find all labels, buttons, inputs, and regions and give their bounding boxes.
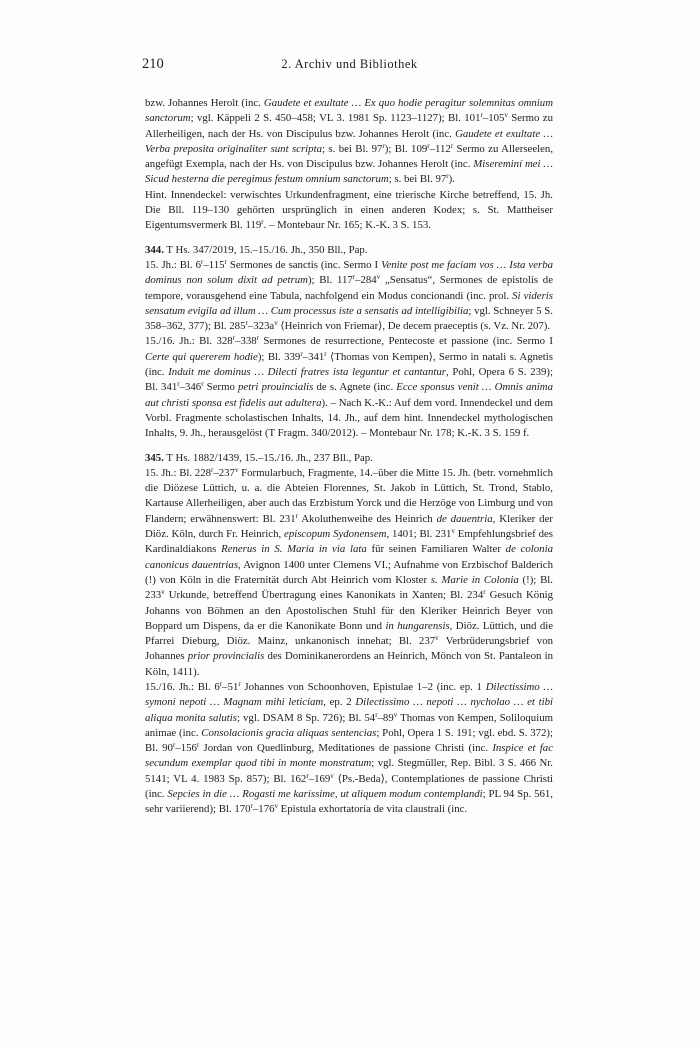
entry-heading bbox=[145, 243, 553, 258]
entry-shelfmark: T Hs. 1882/1439, 15.–15./16. Jh., 237 Bll., Pap. bbox=[166, 451, 373, 464]
catalog-entry-345 bbox=[145, 451, 553, 818]
catalog-entry-344 bbox=[145, 243, 553, 442]
intro-paragraph-1: bzw. Johannes Herolt (inc. Gaudete et exultate … Ex quo hodie peragitur solemnitas omnium sanctorum; vgl. Käppeli 2 S. 450–458; VL 3. 1981 Sp. 1123–1127); Bl. 101$^r$–105$^v$ Sermo zu Allerheiligen, nach der Hs. von Discipulus bzw. Johannes Herolt (inc. Gaudete et exultate … Verba preposita originaliter sunt scripta; s. bei Bl. 97$^r$); Bl. 109$^r$–112$^r$ Sermo zu Allerseelen, angefügt Exempla, nach der Hs. von Discipulus bzw. Johannes Herolt (inc. Misereminí mei … Sicud hesterna die peregimus festum omnium sanctorum; s. bei Bl. 97$^r$). bbox=[145, 97, 554, 186]
entry-paragraph: 15./16. Jh.: Bl. 328$^r$–338$^r$ Sermones de resurrectione, Pentecoste et passione (inc. Sermo I Certe qui quererет hodie); Bl. 339$^r$–341$^r$ ⟨Thomas von Kempen⟩, Sermo in natali s. Agnetis (inc. Induit me dominus … Dilecti fratres ista leguntur et cantantur, Pohl, Opera 6 S. 239); Bl. 341$^r$–346$^r$ Sermo petri prouincialis de s. Agnete (inc. Ecce sponsus venit … Omnis anima aut christi sponsa est fidelis aut adultera). – Nach K.-K.: Auf dem vord. Innendeckel und dem Vorbl. Fragmente scholastischen Inhalts, 14. Jh., auf dem hint. Innendeckel mythologischen Inhalts, 9. Jh., herausgelöst (T Fragm. 340/2012). – Montebaur Nr. 178; K.-K. 3 S. 159 f. bbox=[145, 334, 554, 440]
entry-number: 344. bbox=[145, 243, 164, 256]
page-number: 210 bbox=[142, 56, 164, 72]
entry-shelfmark: T Hs. 347/2019, 15.–15./16. Jh., 350 Bll., Pap. bbox=[166, 243, 368, 256]
intro-paragraph-2: Hint. Innendeckel: verwischtes Urkundenfragment, eine trierische Kirche betreffend, 15. Jh. Die Bll. 119–130 gehörten ursprünglich in einen anderen Kodex; s. St. Mattheiser Eigentumsvermerk Bl. 119$^r$. – Montebaur Nr. 165; K.-K. 3 S. 153. bbox=[145, 188, 553, 232]
entry-paragraph: 15. Jh.: Bl. 228$^r$–237$^v$ Formularbuch, Fragmente, 14.–über die Mitte 15. Jh. (betr. vornehmlich die Diözese Lüttich, u. a. die Abteien Florennes, St. Jakob in Lüttich, St. Trond, Stablo, Kartause Allerheiligen, aber auch das Erzbistum Yorck und die Herzöge von Limburg und von Flandern; erwähnenswert: Bl. 231$^r$ Akoluthenweihe des Heinrich de dauentria, Kleriker der Diöz. Köln, durch Fr. Heinrich, episcopum Sydonensem, 1401; Bl. 231$^v$ Empfehlungsbrief des Kardinaldiakons Renerus in S. Maria in via lata für seinen Familiaren Walter de colonia canonicus dauentrias, Avignon 1400 unter Clemens VI.; Aufnahme von Erzbischof Balderich (!) von Köln in die Fraternität durch Abt Heinrich vom Kloster s. Marie in Colonia (!); Bl. 233$^v$ Urkunde, betreffend Übertragung eines Kanonikats in Xanten; Bl. 234$^r$ Gesuch König Johanns von Böhmen an den Apostolischen Stuhl für den Kleriker Heinrich Beyer von Boppard um Dispens, da er die Kanonikate Bonn und in hungarensis, Diöz. Lüttich, und die Pfarrei Dieburg, Diöz. Mainz, unkanonisch innehat; Bl. 237$^v$ Verbrüderungsbrief von Johannes prior provincialis des Dominikanerordens an Heinrich, Mönch von St. Pantaleon in Köln, 1411). bbox=[145, 465, 554, 678]
entry-heading bbox=[145, 451, 553, 466]
catalog-text bbox=[145, 96, 553, 818]
running-head bbox=[142, 56, 557, 74]
running-title: 2. Archiv und Bibliothek bbox=[281, 57, 418, 71]
entry-number: 345. bbox=[145, 451, 164, 464]
entry-paragraph: 15./16. Jh.: Bl. 6$^r$–51$^r$ Johannes von Schoonhoven, Epistulae 1–2 (inc. ep. 1 Dilectissimo … symoni nepoti … Magnam mihi leticiam, ep. 2 Dilectissimo … nepoti … nycholao … et tibi aliqua monita salutis; vgl. DSAM 8 Sp. 726); Bl. 54$^r$–89$^v$ Thomas von Kempen, Soliloquium animae (inc. Consolacionis gracia aliquas sentencias; Pohl, Opera 1 S. 191; vgl. ebd. S. 372); Bl. 90$^r$–156$^r$ Jordan von Quedlinburg, Meditationes de passione Christi (inc. Inspice et fac secundum exemplar quod tibi in monte monstratum; vgl. Stegmüller, Rep. Bibl. 3 S. 466 Nr. 5141; VL 4. 1983 Sp. 857); Bl. 162$^r$–169$^v$ ⟨Ps.-Beda⟩, Contemplationes de passione Christi (inc. Sepcies in die … Rogasti me karissime, ut aliquem modum contemplandi; PL 94 Sp. 561, sehr variierend); Bl. 170$^r$–176$^v$ Epistula exhortatoria de vita claustrali (inc. bbox=[145, 679, 554, 816]
entry-paragraph: 15. Jh.: Bl. 6$^r$–115$^r$ Sermones de sanctis (inc. Sermo I Venite post me faciam vos … Ista verba dominus non solum dixit ad petrum); Bl. 117$^r$–284$^v$ „Sensatus“, Sermones de epistolis de tempore, vorausgehend eine Tabula, nachfolgend ein Modus concionandi (inc. prol. Si videris sensatum evigila ad illum … Cum processus iste a sensatis ad intelligibilia; vgl. Schneyer 5 S. 358–362, 377); Bl. $285^r-323a^v$ ⟨Heinrich von Friemar⟩, De decem praeceptis (s. Vz. Nr. 207). bbox=[145, 257, 554, 333]
